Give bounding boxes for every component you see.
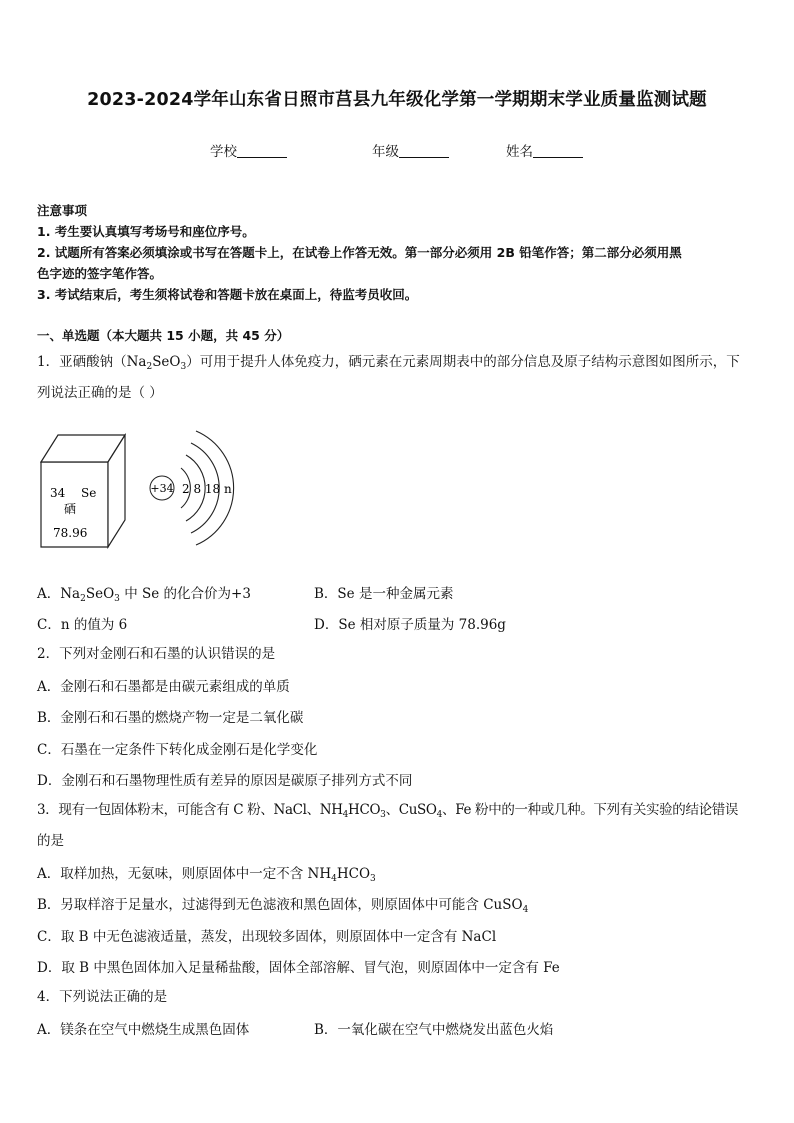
- atomic-structure-diagram: [150, 431, 234, 545]
- atomic-number: 34: [50, 486, 66, 500]
- element-symbol: Se: [81, 486, 97, 500]
- question-2-option-d[interactable]: D．金刚石和石墨物理性质有差异的原因是碳原子排列方式不同: [37, 773, 413, 789]
- grade-label: 年级: [372, 144, 399, 160]
- question-1-option-c[interactable]: C．n 的值为 6: [37, 617, 128, 633]
- question-3-option-c[interactable]: C．取 B 中无色滤液适量，蒸发，出现较多固体，则原固体中一定含有 NaCl: [37, 929, 497, 945]
- electron-shells: 2 8 18 n: [182, 482, 232, 496]
- school-label: 学校: [210, 144, 237, 160]
- notice-heading: 注意事项: [37, 203, 88, 218]
- question-1-option-b[interactable]: B．Se 是一种金属元素: [314, 586, 454, 602]
- question-2-option-c[interactable]: C．石墨在一定条件下转化成金刚石是化学变化: [37, 742, 318, 758]
- grade-field[interactable]: [372, 140, 449, 160]
- question-4-option-a[interactable]: A．镁条在空气中燃烧生成黑色固体: [37, 1022, 250, 1038]
- grade-blank[interactable]: [399, 143, 449, 158]
- selenium-figure: [36, 425, 246, 555]
- question-1-stem-line2: 列说法正确的是（ ）: [37, 385, 163, 401]
- question-3-option-d[interactable]: D．取 B 中黑色固体加入足量稀盐酸，固体全部溶解、冒气泡，则原固体中一定含有 Fe: [37, 960, 560, 976]
- element-cell: [41, 435, 125, 547]
- page-title: 2023-2024学年山东省日照市莒县九年级化学第一学期期末学业质量监测试题: [87, 90, 707, 110]
- question-1-option-d[interactable]: D．Se 相对原子质量为 78.96g: [314, 617, 506, 633]
- question-1-option-a[interactable]: A．$Na_2SeO_3$ 中 Se 的化合价为+3: [37, 586, 251, 604]
- question-4-stem: 4．下列说法正确的是: [37, 989, 168, 1005]
- nucleus-charge: +34: [150, 482, 174, 495]
- name-field[interactable]: [506, 140, 583, 160]
- notice-item: 3. 考试结束后，考生须将试卷和答题卡放在桌面上，待监考员收回。: [37, 287, 418, 302]
- question-2-option-b[interactable]: B．金刚石和石墨的燃烧产物一定是二氧化碳: [37, 710, 304, 726]
- notice-item: 2. 试题所有答案必须填涂或书写在答题卡上，在试卷上作答无效。第一部分必须用 2B 铅笔作答；第二部分必须用黑: [37, 245, 682, 260]
- name-label: 姓名: [506, 144, 533, 160]
- element-name: 硒: [64, 502, 77, 516]
- question-1-stem: 1．亚硒酸钠$(Na_2SeO_3)$可用于提升人体免疫力，硒元素在元素周期表中的部分信息及原子结构示意图如图所示，下: [37, 354, 740, 372]
- school-blank[interactable]: [237, 143, 287, 158]
- question-2-stem: 2．下列对金刚石和石墨的认识错误的是: [37, 646, 276, 662]
- question-3-stem-line2: 的是: [37, 833, 64, 849]
- question-3-option-b[interactable]: B．另取样溶于足量水，过滤得到无色滤液和黑色固体，则原固体中可能含 CuSO$_4$: [37, 897, 529, 915]
- question-4-option-b[interactable]: B．一氧化碳在空气中燃烧发出蓝色火焰: [314, 1022, 554, 1038]
- notice-item: 色字迹的签字笔作答。: [37, 266, 163, 281]
- section-heading: 一、单选题（本大题共 15 小题，共 45 分）: [37, 328, 290, 343]
- atomic-mass: 78.96: [53, 526, 88, 540]
- name-blank[interactable]: [533, 143, 583, 158]
- question-3-stem: 3．现有一包固体粉末，可能含有 C 粉、NaCl、$NH_4HCO_3$、CuSO$_4$、Fe 粉中的一种或几种。下列有关实验的结论错误: [37, 802, 739, 820]
- question-2-option-a[interactable]: A．金刚石和石墨都是由碳元素组成的单质: [37, 679, 290, 695]
- notice-item: 1. 考生要认真填写考场号和座位序号。: [37, 224, 255, 239]
- school-field[interactable]: [210, 140, 287, 160]
- question-3-option-a[interactable]: A．取样加热，无氨味，则原固体中一定不含 $NH_4HCO_3$: [37, 866, 376, 884]
